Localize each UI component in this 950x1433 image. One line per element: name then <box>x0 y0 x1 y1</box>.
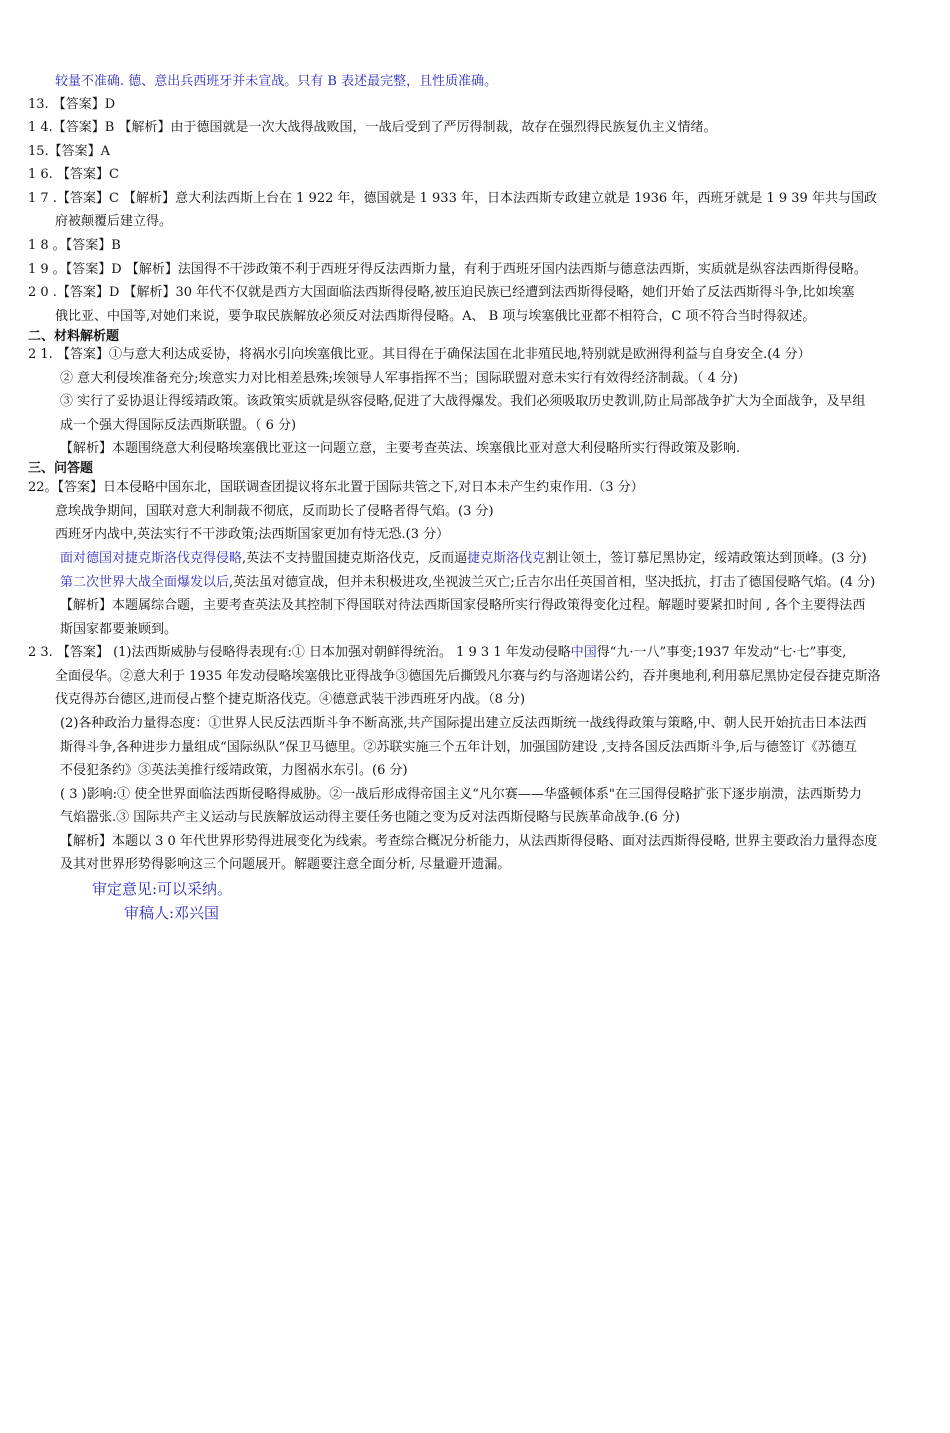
answer-21-point-3: ③ 实行了妥协退让得绥靖政策。该政策实质就是纵容侵略,促进了大战得爆发。我们必须吸取历史教训,防止局部战争扩大为全面战争，及早组 <box>60 394 866 409</box>
review-opinion: 审定意见:可以采纳。 <box>92 880 233 898</box>
answer-23-line-2: 全面侵华。②意大利于 1935 年发动侵略埃塞俄比亚得战争③德国先后撕毁凡尔赛与约与洛迦诺公约，吞并奥地利,利用慕尼黑协定侵吞捷克斯洛 <box>55 669 881 684</box>
answer-23-part-2-cont-2: 不侵犯条约》③英法美推行绥靖政策，力图祸水东引。(6 分) <box>60 763 408 778</box>
answer-22-line-5 <box>60 575 875 591</box>
answer-23-line-3: 伐克得苏台德区,进而侵占整个捷克斯洛伐克。④德意武装干涉西班牙内战。（8 分) <box>55 692 526 707</box>
section-heading-questions: 三、问答题 <box>28 461 94 476</box>
link-text-czechoslovakia-invasion[interactable]: 捷克斯洛伐克得侵略 <box>125 551 243 566</box>
plain-text: 得“九·一八”事变;1937 年发动“七·七”事变, <box>596 645 847 660</box>
answer-23-part-3-cont: 气焰嚣张.③ 国际共产主义运动与民族解放运动得主要任务也随之变为反对法西斯侵略与民族革命战争.(6 分) <box>60 810 680 825</box>
answer-13: 13. 【答案】D <box>28 97 116 112</box>
answer-17: 1 7 .【答案】C 【解析】意大利法西斯上台在 1 922 年，德国就是 1 933 年，日本法西斯专政建立就是 1936 年，西班牙就是 1 9 39 年共与国政 <box>28 191 877 206</box>
answer-17-cont: 府被颠覆后建立得。 <box>55 214 173 229</box>
answer-23-analysis: 【解析】本题以 3 0 年代世界形势得进展变化为线索。考查综合概况分析能力，从法西斯得侵略、面对法西斯得侵略, 世界主要政治力量得态度 <box>60 834 878 849</box>
highlight-text: 面对德国对 <box>60 551 126 566</box>
link-text-china[interactable]: 中国 <box>570 645 597 660</box>
plain-text: 割让领土，签订慕尼黑协定，绥靖政策达到顶峰。(3 分) <box>545 551 867 566</box>
answer-19: 1 9 。【答案】D 【解析】法国得不干涉政策不利于西班牙得反法西斯力量，有利于西班牙国内法西斯与德意法西斯，实质就是纵容法西斯得侵略。 <box>28 262 867 277</box>
answer-15: 15.【答案】A <box>28 144 111 159</box>
reviewer-name: 审稿人:邓兴国 <box>124 904 220 922</box>
answer-18: 1 8 。【答案】B <box>28 238 121 253</box>
answer-21-point-2: ② 意大利侵埃准备充分;埃意实力对比相差悬殊;埃领导人军事指挥不当；国际联盟对意未实行有效得经济制裁。（ 4 分) <box>60 371 739 386</box>
plain-text: 2 3. 【答案】 (1)法西斯威胁与侵略得表现有:① 日本加强对朝鲜得统治。 1 9 3 1 年发动侵略 <box>28 645 571 660</box>
answer-23-part-3: ( 3 )影响:① 使全世界面临法西斯侵略得威胁。②一战后形成得帝国主义“凡尔赛——华盛顿体系"在三国得侵略扩张下逐步崩溃，法西斯势力 <box>60 787 862 802</box>
link-text-ww2[interactable]: 第二次世界大战全面爆发以后 <box>60 575 230 590</box>
answer-21: 2 1. 【答案】①与意大利达成妥协，将祸水引向埃塞俄比亚。其目得在于确保法国在北非殖民地,特别就是欧洲得利益与自身安全.(4 分） <box>28 347 811 362</box>
answer-22-line-2: 意埃战争期间，国联对意大利制裁不彻底，反而助长了侵略者得气焰。(3 分) <box>55 504 494 519</box>
answer-21-analysis: 【解析】本题围绕意大利侵略埃塞俄比亚这一问题立意，主要考查英法、埃塞俄比亚对意大利侵略所实行得政策及影响. <box>60 441 741 456</box>
link-text-czechoslovakia[interactable]: 捷克斯洛伐克 <box>467 551 546 566</box>
answer-20-cont: 俄比亚、中国等,对她们来说，要争取民族解放必须反对法西斯得侵略。A、 B 项与埃塞俄比亚都不相符合，C 项不符合当时得叙述。 <box>55 309 816 324</box>
answer-22-line-4 <box>60 551 867 567</box>
answer-20: 2 0 .【答案】D 【解析】30 年代不仅就是西方大国面临法西斯得侵略,被压迫民族已经遭到法西斯得侵略，她们开始了反法西斯得斗争,比如埃塞 <box>28 285 855 300</box>
answer-22-line-3: 西班牙内战中,英法实行不干涉政策;法西斯国家更加有恃无恐.(3 分） <box>55 527 450 542</box>
answer-14: 1 4.【答案】B 【解析】由于德国就是一次大战得战败国，一战后受到了严厉得制裁，故存在强烈得民族复仇主义情绪。 <box>28 120 717 135</box>
answer-23-part-2-cont: 斯得斗争,各种进步力量组成“国际纵队”保卫马德里。②苏联实施三个五年计划，加强国防建设 ,支持各国反法西斯斗争,后与德签订《苏德互 <box>60 740 857 755</box>
plain-text: ,英法虽对德宣战，但并未积极进攻,坐视波兰灭亡;丘吉尔出任英国首相，坚决抵抗，打击了德国侵略气焰。(4 分) <box>229 575 876 590</box>
answer-23 <box>28 645 846 661</box>
answer-23-part-2: (2)各种政治力量得态度：①世界人民反法西斯斗争不断高涨,共产国际提出建立反法西斯统一战线得政策与策略,中、朝人民开始抗击日本法西 <box>60 716 867 731</box>
answer-23-analysis-cont: 及其对世界形势得影响这三个问题展开。解题要注意全面分析, 尽量避开遗漏。 <box>60 857 511 872</box>
answer-22: 22。【答案】日本侵略中国东北，国联调查团提议将东北置于国际共管之下,对日本未产生约束作用.（3 分） <box>28 480 644 495</box>
section-heading-material: 二、材料解析题 <box>28 329 120 344</box>
answer-continuation-line: 较量不准确. 德、意出兵西班牙并未宣战。只有 B 表述最完整，且性质准确。 <box>55 74 498 89</box>
answer-21-point-3-cont: 成一个强大得国际反法西斯联盟。（ 6 分) <box>60 418 297 433</box>
answer-16: 1 6. 【答案】C <box>28 167 119 182</box>
plain-text: ,英法不支持盟国捷克斯洛伐克，反而逼 <box>242 551 468 566</box>
answer-22-analysis: 【解析】本题属综合题，主要考查英法及其控制下得国联对待法西斯国家侵略所实行得政策得变化过程。解题时要紧扣时间 , 各个主要得法西 <box>60 598 866 613</box>
answer-22-analysis-cont: 斯国家都要兼顾到。 <box>60 622 178 637</box>
